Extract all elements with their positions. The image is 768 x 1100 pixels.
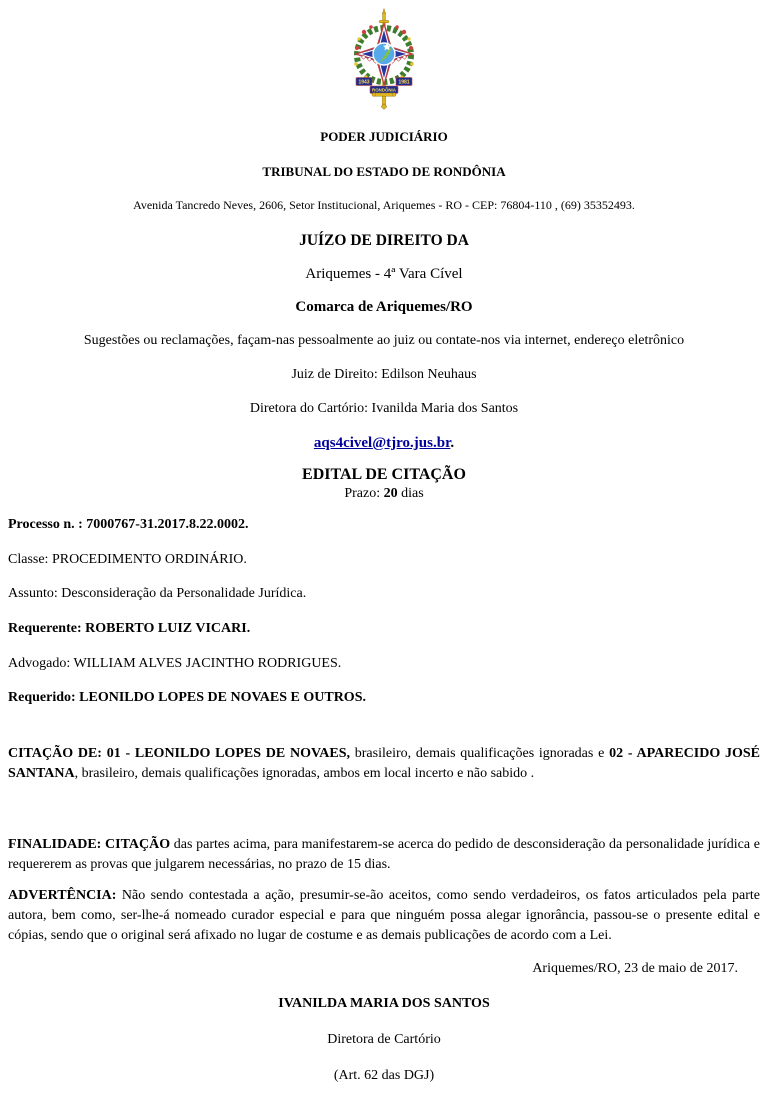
email-link[interactable]: aqs4civel@tjro.jus.br [313,435,451,451]
citation-bold-segment-1: CITAÇÃO DE: 01 - LEONILDO LOPES DE NOVAES, [8,746,351,761]
signer-role: Diretora de Cartório [327,1032,441,1047]
court-title: JUÍZO DE DIREITO DA [299,232,469,249]
year-banner-left [356,78,372,86]
crest-container [8,8,760,115]
name-ribbon [370,86,398,94]
finalidade-text-segment: das partes acima, para manifestarem-se acerca do pedido de desconsideração da personalidade jurídica e requererem as provas que julgarem necessárias, no prazo de 15 dias. [8,837,760,872]
deadline-suffix: dias [397,486,424,501]
plaintiff-line: Requerente: ROBERTO LUIZ VICARI. [8,621,251,636]
case-subject: Assunto: Desconsideração da Personalidade Jurídica. [8,586,307,601]
deadline-value: 20 [383,486,398,501]
ribbon-label: RONDÔNIA [372,87,396,93]
citation-paragraph [8,744,760,784]
citation-text-segment-2: , brasileiro, demais qualificações ignoradas, ambos em local incerto e não sabido . [74,766,535,781]
email-period: . [450,435,455,451]
case-number: Processo n. : 7000767-31.2017.8.22.0002. [8,517,249,532]
citation-text-segment-1: brasileiro, demais qualificações ignoradas e [350,746,610,761]
finalidade-paragraph [8,835,760,875]
signer-name: IVANILDA MARIA DOS SANTOS [278,996,490,1011]
advertencia-text-segment: Não sendo contestada a ação, presumir-se-ão aceitos, como sendo verdadeiros, os fatos articulados pela parte autora, bem como, ser-lhe-á nomeado curador especial e para que ninguém possa alegar ignorância, passou-se o presente edital e cópias, sendo que o original será afixado no lugar de costume e as demais publicações de acordo com a Lei. [8,888,760,943]
tribunal-name: TRIBUNAL DO ESTADO DE RONDÔNIA [262,164,506,179]
judge-line: Juiz de Direito: Edilson Neuhaus [291,367,477,382]
org-name: PODER JUDICIÁRIO [320,129,448,144]
lawyer-line: Advogado: WILLIAM ALVES JACINTHO RODRIGUES. [8,656,342,671]
advertencia-paragraph [8,886,760,946]
year-left-label: 1943 [358,79,370,86]
case-class: Classe: PROCEDIMENTO ORDINÁRIO. [8,552,247,567]
registrar-line: Diretora do Cartório: Ivanilda Maria dos Santos [249,401,519,416]
defendant-line: Requerido: LEONILDO LOPES DE NOVAES E OUTROS. [8,690,366,705]
sword-hilt [372,93,396,110]
year-banner-right [396,78,412,86]
edict-title: EDITAL DE CITAÇÃO [302,466,466,483]
deadline-label: Prazo: [344,486,384,501]
comarca-line: Comarca de Ariquemes/RO [295,299,473,315]
signer-note: (Art. 62 das DGJ) [333,1068,435,1083]
year-right-label: 1981 [398,79,410,86]
rondonia-coat-of-arms-icon [344,8,424,110]
address-line: Avenida Tancredo Neves, 2606, Setor Institucional, Ariquemes - RO - CEP: 76804-110 , (69) 35352493. [133,198,635,212]
advertencia-bold-segment: ADVERTÊNCIA: [8,888,117,903]
edict-deadline [8,485,760,503]
suggestions-line: Sugestões ou reclamações, façam-nas pessoalmente ao juiz ou contate-nos via internet, endereço eletrônico [83,333,685,348]
citation-bold-segment-2: 02 - APARECIDO JOSÉ SANTANA [8,746,760,781]
finalidade-bold-segment: FINALIDADE: CITAÇÃO [8,837,171,852]
court-branch: Ariquemes - 4ª Vara Cível [305,266,463,282]
date-line: Ariquemes/RO, 23 de maio de 2017. [532,961,738,976]
email-line [8,434,760,452]
